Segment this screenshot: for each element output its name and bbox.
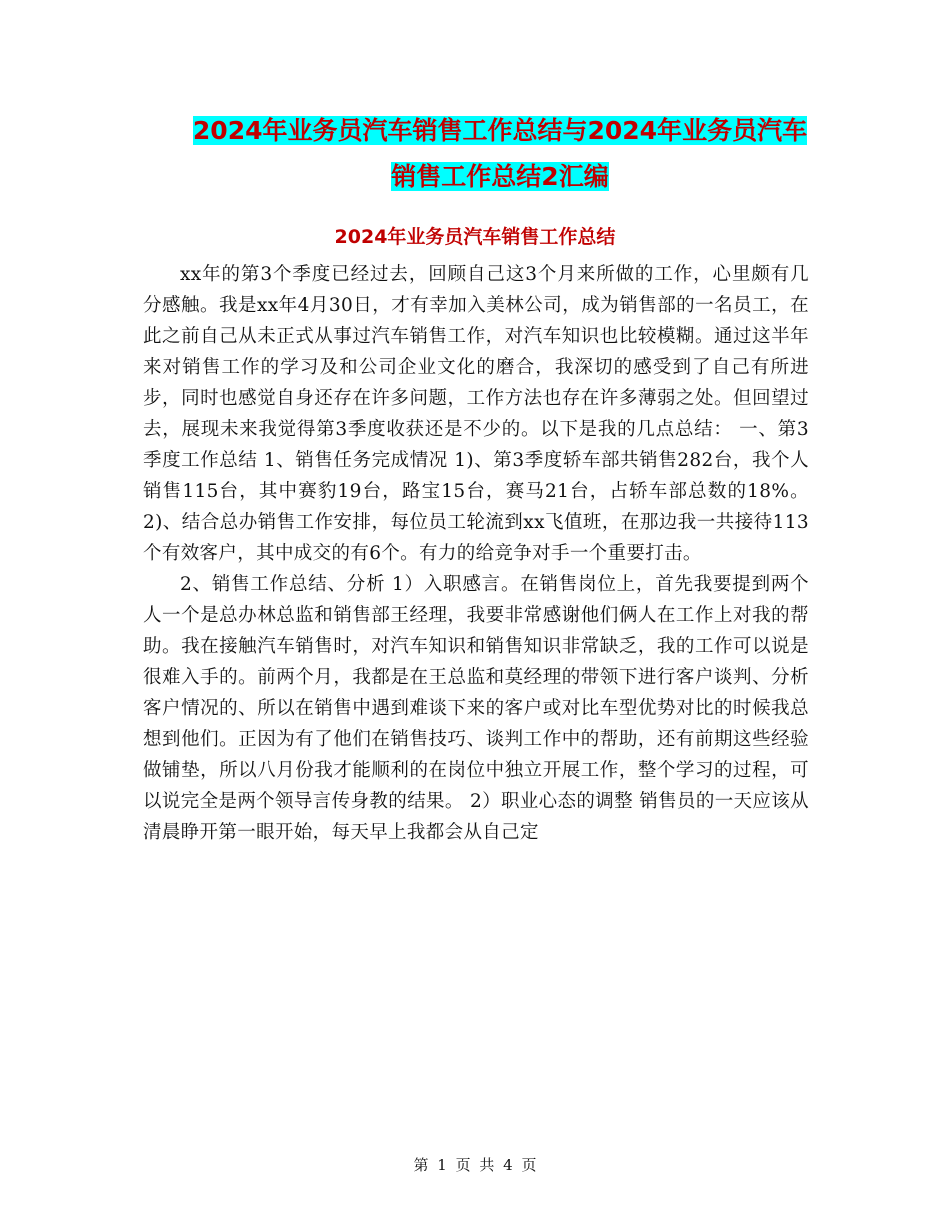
paragraph-2: 2、销售工作总结、分析 1）入职感言。在销售岗位上，首先我要提到两个人一个是总办林总监和销售部王经理，我要非常感谢他们俩人在工作上对我的帮助。我在接触汽车销售时，对汽车知识和销售知识非常缺乏，我的工作可以说是很难入手的。前两个月，我都是在王总监和莫经理的带领下进行客户谈判、分析客户情况的、所以在销售中遇到难谈下来的客户或对比车型优势对比的时候我总想到他们。正因为有了他们在销售技巧、谈判工作中的帮助，还有前期这些经验做铺垫，所以八月份我才能顺利的在岗位中独立开展工作，整个学习的过程，可以说完全是两个领导言传身教的结果。 2）职业心态的调整 销售员的一天应该从清晨睁开第一眼开始，每天早上我都会从自己定: [143, 574, 809, 843]
paragraph-1: xx年的第3个季度已经过去，回顾自己这3个月来所做的工作，心里颇有几分感触。我是xx年4月30日，才有幸加入美林公司，成为销售部的一名员工，在此之前自己从未正式从事过汽车销售工作，对汽车知识也比较模糊。通过这半年来对销售工作的学习及和公司企业文化的磨合，我深切的感受到了自己有所进步，同时也感觉自身还存在许多问题，工作方法也存在许多薄弱之处。但回望过去，展现未来我觉得第3季度收获还是不少的。以下是我的几点总结： 一、第3季度工作总结 1、销售任务完成情况 1)、第3季度轿车部共销售282台，我个人销售115台，其中赛豹19台，路宝15台，赛马21台，占轿车部总数的18%。 2)、结合总办销售工作安排，每位员工轮流到xx飞值班，在那边我一共接待113个有效客户，其中成交的有6个。有力的给竞争对手一个重要打击。: [143, 264, 809, 564]
page-number-footer: 第 1 页 共 4 页: [413, 1156, 537, 1174]
document-title-line-2: 销售工作总结2汇编: [391, 162, 609, 191]
document-body: [143, 259, 809, 848]
document-title-line-1: 2024年业务员汽车销售工作总结与2024年业务员汽车: [192, 116, 808, 145]
section-title: 2024年业务员汽车销售工作总结: [334, 226, 616, 248]
document-title: [150, 108, 850, 200]
